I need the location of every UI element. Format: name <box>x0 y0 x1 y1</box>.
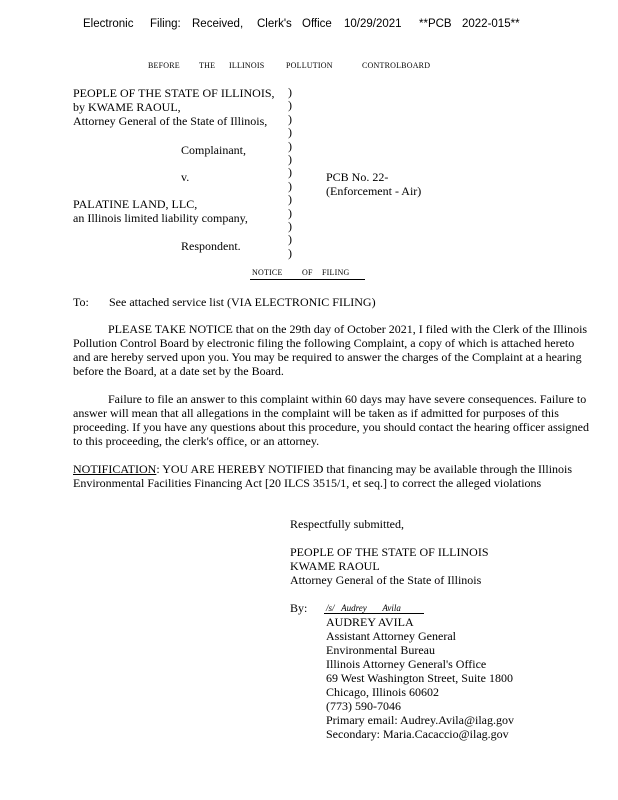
failure-paragraph-text: Failure to file an answer to this complaint within 60 days may have severe consequences. Failure to answer will mean that all allegations in the complaint will be taken as if admitted for purposes of this proceeding. If you have any questions about this procedure, you should contact the hearing officer assigned to this proceeding, the clerk's office, or an attorney. <box>73 392 589 448</box>
primary-email: Primary email: Audrey.Avila@ilag.gov <box>326 713 515 727</box>
stamp-pcb: **PCB <box>419 18 452 30</box>
defendant-line-2: an Illinois limited liability company, <box>73 211 248 225</box>
party-line-3: Attorney General of the State of Illinois <box>290 573 482 587</box>
notification-label: NOTIFICATION <box>73 462 157 476</box>
electronic-signature: /s/ Audrey Avila <box>326 603 401 613</box>
plaintiff-line-1: PEOPLE OF THE STATE OF ILLINOIS, <box>73 86 275 100</box>
secondary-email: Secondary: Maria.Cacaccio@ilag.gov <box>326 727 509 741</box>
board-pollution: POLLUTION <box>286 61 333 70</box>
stamp-received: Received, <box>192 18 244 30</box>
board-before: BEFORE <box>148 61 180 70</box>
notification-paragraph <box>73 462 593 490</box>
case-type: (Enforcement - Air) <box>326 184 422 198</box>
attorney-name: AUDREY AVILA <box>326 615 414 629</box>
notice-paragraph-text: PLEASE TAKE NOTICE that on the 29th day of October 2021, I filed with the Clerk of the Illinois Pollution Control Board by electronic filing the following Complaint, a copy of which is attached hereto and are hereby served upon you. You may be required to answer the charges of the Complaint at a hearing before the Board, at a date set by the Board. <box>73 322 588 378</box>
complainant-label: Complainant, <box>181 143 246 157</box>
stamp-office: Office <box>302 18 332 30</box>
case-number: PCB No. 22- <box>326 170 389 184</box>
stamp-electronic: Electronic <box>83 18 134 30</box>
respondent-label: Respondent. <box>181 239 241 253</box>
notice-title-underline <box>250 279 365 280</box>
office: Illinois Attorney General's Office <box>326 657 487 671</box>
board-control: CONTROLBOARD <box>362 61 431 70</box>
filing-word: FILING <box>322 268 350 277</box>
of-word: OF <box>302 268 313 277</box>
service-list-line: See attached service list (VIA ELECTRONIC FILING) <box>109 295 376 309</box>
defendant-line-1: PALATINE LAND, LLC, <box>73 197 198 211</box>
by-label: By: <box>290 601 308 615</box>
stamp-filing: Filing: <box>150 18 181 30</box>
plaintiff-line-3: Attorney General of the State of Illinois, <box>73 114 268 128</box>
stamp-case-number: 2022-015** <box>462 18 520 30</box>
phone: (773) 590-7046 <box>326 699 401 713</box>
party-line-2: KWAME RAOUL <box>290 559 380 573</box>
stamp-clerks: Clerk's <box>257 18 292 30</box>
address-line-2: Chicago, Illinois 60602 <box>326 685 439 699</box>
stamp-date: 10/29/2021 <box>344 18 402 30</box>
board-illinois: ILLINOIS <box>229 61 265 70</box>
to-label: To: <box>73 295 89 309</box>
attorney-title: Assistant Attorney General <box>326 629 456 643</box>
versus-label: v. <box>181 170 190 184</box>
closing: Respectfully submitted, <box>290 517 404 531</box>
plaintiff-line-2: by KWAME RAOUL, <box>73 100 181 114</box>
notification-text: : YOU ARE HEREBY NOTIFIED that financing may be available through the Illinois Environmental Facilities Financing Act [20 ILCS 3515/1, et seq.] to correct the alleged violations <box>73 462 573 490</box>
party-line-1: PEOPLE OF THE STATE OF ILLINOIS <box>290 545 489 559</box>
notice-word: NOTICE <box>252 268 283 277</box>
caption-brace-column: ) ) ) ) ) ) ) ) ) ) ) ) ) <box>288 85 292 260</box>
board-the: THE <box>199 61 216 70</box>
address-line-1: 69 West Washington Street, Suite 1800 <box>326 671 513 685</box>
signature-line <box>324 613 424 614</box>
failure-paragraph <box>73 392 593 448</box>
notice-paragraph <box>73 322 593 378</box>
bureau: Environmental Bureau <box>326 643 435 657</box>
